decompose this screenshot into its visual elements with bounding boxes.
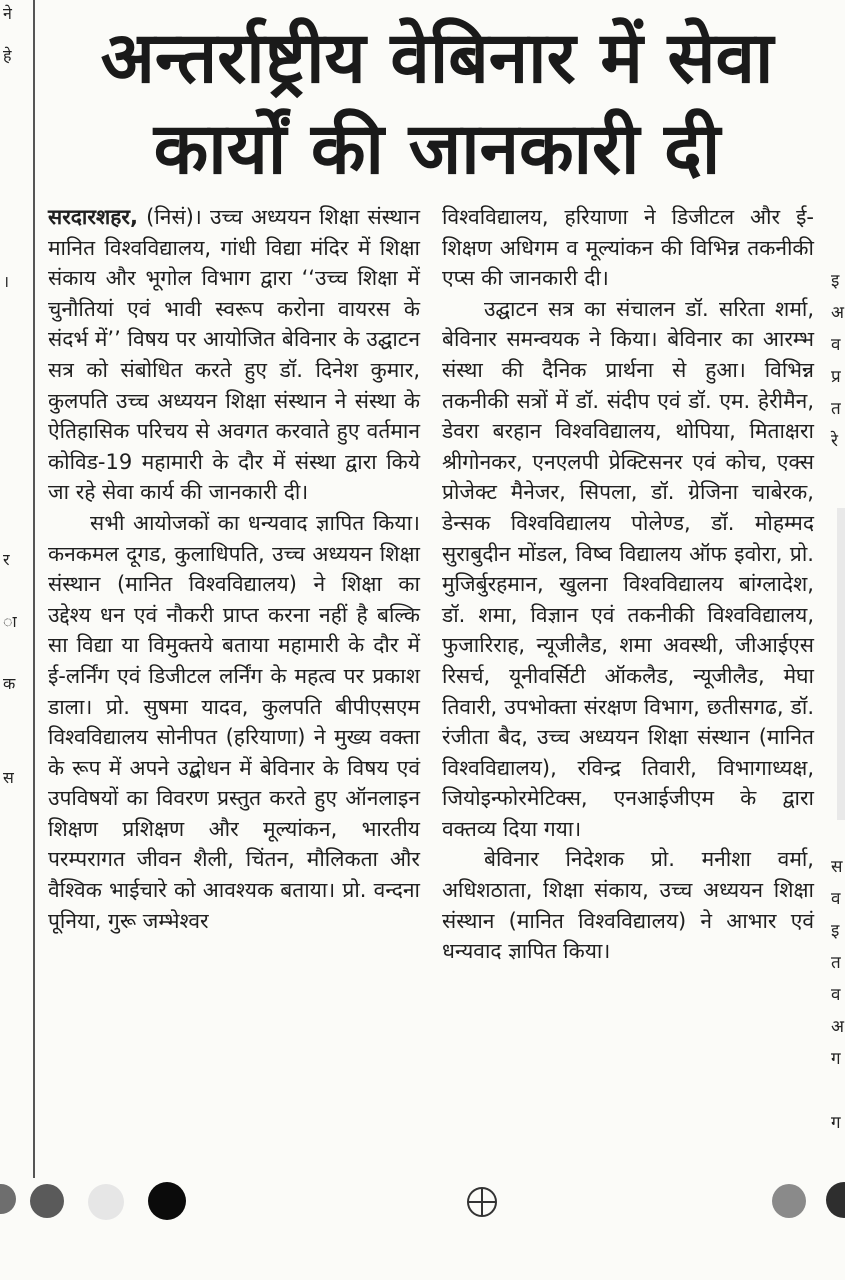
right-fragment: व xyxy=(831,335,841,355)
right-fragment: रे xyxy=(831,431,838,451)
paragraph: सभी आयोजकों का धन्यवाद ज्ञापित किया। कनकमल दूगड, कुलाधिपति, उच्च अध्ययन शिक्षा संस्थान (मानित विश्वविद्यालय) ने शिक्षा का उद्देश्य धन एवं नौकरी प्राप्त करना नहीं है बल्कि सा विद्या या विमुक्तये बताया महामारी के दौर में ई-लर्निंग एवं डिजीटल लर्निंग के महत्व पर प्रकाश डाला। प्रो. सुषमा यादव, कुलपति बीपीएसएम विश्वविद्यालय सोनीपत (हरियाणा) ने मुख्य वक्ता के रूप में अपने उद्बोधन में बेविनार के विषय एवं उपविषयों का विवरण प्रस्तुत करते हुए ऑनलाइन शिक्षण प्रशिक्षण और मूल्यांकन, भारतीय परम्परागत जीवन शैली, चिंतन, मौलिकता और वैश्विक भाईचारे को आवश्यक बताया। प्रो. वन्दना पूनिया, गुरू जम्भेश्वर xyxy=(48,510,420,933)
page-dot-icon[interactable] xyxy=(88,1184,124,1220)
paragraph: बेविनार निदेशक प्रो. मनीशा वर्मा, अधिशठाता, शिक्षा संकाय, उच्च अध्ययन शिक्षा संस्थान (मानित विश्वविद्यालय) ने आभार एवं धन्यवाद ज्ञापित किया। xyxy=(442,847,814,964)
headline-line-1: अन्तर्राष्ट्रीय वेबिनार में सेवा xyxy=(100,16,774,99)
page-dot-icon[interactable] xyxy=(772,1184,806,1218)
column-divider xyxy=(33,0,35,1180)
page-dot-icon[interactable] xyxy=(30,1184,64,1218)
right-fragment: व xyxy=(831,985,841,1005)
right-fragment: ग xyxy=(831,1049,841,1069)
crosshair-icon[interactable] xyxy=(466,1186,498,1218)
right-fragment: अ xyxy=(831,303,844,323)
right-fragment: अ xyxy=(831,1017,844,1037)
paragraph: विश्वविद्यालय, हरियाणा ने डिजीटल और ई-शिक्षण अधिगम व मूल्यांकन की विभिन्न तकनीकी एप्स की जानकारी दी। xyxy=(442,205,814,291)
article-column-2 xyxy=(442,202,814,967)
left-fragment: क xyxy=(3,674,16,693)
right-fragment: प्र xyxy=(831,367,841,387)
right-fragment: इ xyxy=(831,921,840,941)
right-adjacent-column-fragments xyxy=(827,0,845,1180)
left-fragment: ा xyxy=(3,612,17,631)
left-fragment: र xyxy=(3,550,10,569)
right-fragment: त xyxy=(831,953,841,973)
paragraph-text: (निसं)। उच्च अध्ययन शिक्षा संस्थान मानित विश्वविद्यालय, गांधी विद्या मंदिर में शिक्षा संकाय और भूगोल विभाग द्वारा ‘‘उच्च शिक्षा में चुनौतियां एवं भावी स्वरूप करोना वायरस के संदर्भ में’’ विषय पर आयोजित बेविनार के उद्घाटन सत्र को संबोधित करते हुए डॉ. दिनेश कुमार, कुलपति उच्च अध्ययन शिक्षा संस्थान ने संस्था के ऐतिहासिक परिचय से अवगत करवाते हुए वर्तमान कोविड-19 महामारी के दौर में संस्था द्वारा किये जा रहे सेवा कार्य की जानकारी दी। xyxy=(48,205,420,505)
headline-line-2: कार्यों की जानकारी दी xyxy=(153,107,721,190)
page-dot-active-icon[interactable] xyxy=(148,1182,186,1220)
paragraph xyxy=(48,202,420,508)
image-viewer-bottom-bar xyxy=(0,1178,845,1280)
right-fragment: व xyxy=(831,889,841,909)
right-fragment: ग xyxy=(831,1113,841,1133)
left-fragment: स xyxy=(3,768,14,787)
dateline: सरदारशहर, xyxy=(48,205,138,229)
left-fragment: हे xyxy=(3,46,12,65)
right-fragment: स xyxy=(831,857,843,877)
left-adjacent-column-fragments xyxy=(0,0,28,1180)
right-fragment: इ xyxy=(831,271,840,291)
paragraph: उद्घाटन सत्र का संचालन डॉ. सरिता शर्मा, बेविनार समन्वयक ने किया। बेविनार का आरम्भ संस्था की दैनिक प्रार्थना से हुआ। विभिन्न तकनीकी सत्रों में डॉ. संदीप एवं डॉ. एम. हेरीमैन, डेवरा बरहान विश्वविद्यालय, थोपिया, मिताक्षरा श्रीगोनकर, एनएलपी प्रेक्टिसनर एवं कोच, एक्स प्रोजेक्ट मैनेजर, सिपला, डॉ. ग्रेजिना चाबेरक, डेन्सक विश्वविद्यालय पोलेण्ड, डॉ. मोहम्मद सुराबुदीन मोंडल, विष्व विद्यालय ऑफ इवोरा, प्रो. मुजिर्बुरहमान, खुलना विश्वविद्यालय बांग्लादेश, डॉ. शमा, विज्ञान एवं तकनीकी विश्वविद्यालय, फुजारिराह, न्यूजीलैड, शमा अवस्थी, जीआईएस रिसर्च, यूनीवर्सिटी ऑकलैड, न्यूजीलैड, मेघा तिवारी, उपभोक्ता संरक्षण विभाग, छतीसगढ, डॉ. रंजीता बैद, उच्च अध्ययन शिक्षा संस्थान (मानित विश्वविद्यालय), रविन्द्र तिवारी, विभागाध्यक्ष, जियोइन्फोरमेटिक्स, एनआईजीएम के द्वारा वक्तव्य दिया गया। xyxy=(442,296,814,841)
left-fragment: । xyxy=(3,272,10,291)
right-fragment: त xyxy=(831,399,841,419)
left-fragment: ने xyxy=(3,4,12,23)
article-column-1 xyxy=(48,202,420,936)
